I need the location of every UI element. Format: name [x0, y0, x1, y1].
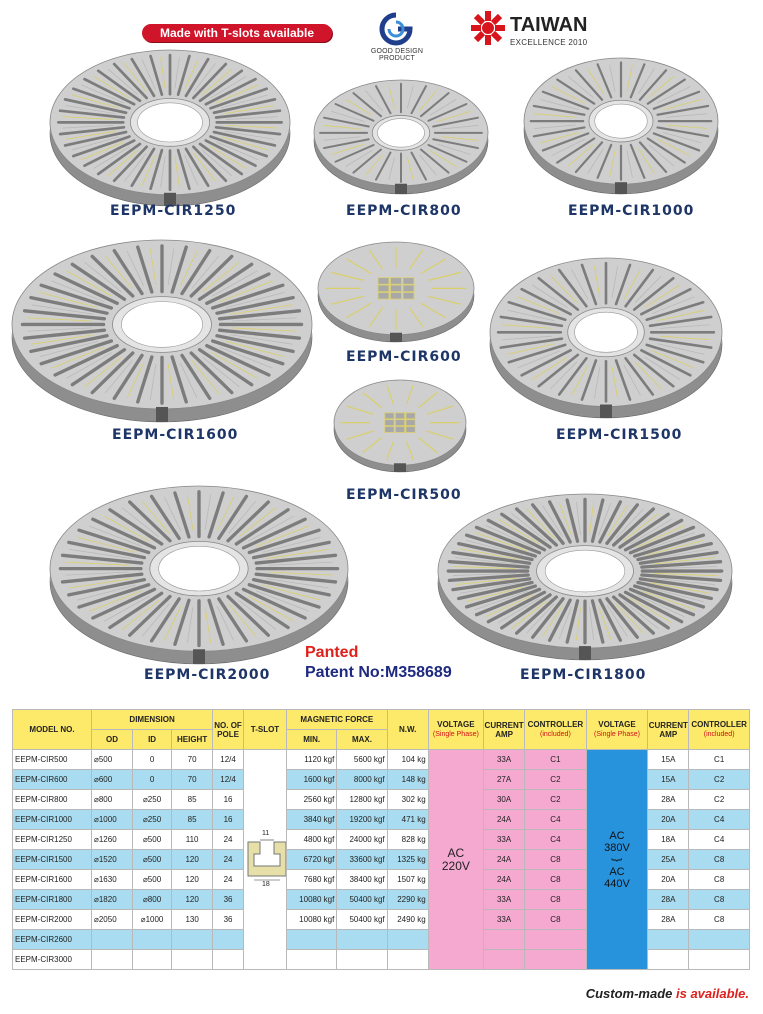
cell-controller-380: C4	[689, 810, 750, 830]
cell-force-min	[287, 950, 337, 970]
taiwan-excellence-logo	[470, 10, 610, 56]
cell-controller-380: C8	[689, 870, 750, 890]
disc-cir1800	[436, 492, 734, 662]
cell-controller-220: C2	[525, 790, 587, 810]
th-current-a: CURRENT AMP	[484, 710, 525, 750]
th-nw: N.W.	[387, 710, 428, 750]
cell-pole: 36	[213, 910, 244, 930]
cell-force-max: 19200 kgf	[337, 810, 387, 830]
cell-height: 85	[172, 810, 213, 830]
cell-od: ⌀600	[92, 770, 133, 790]
cell-nw	[387, 950, 428, 970]
disc-cir600	[316, 240, 476, 344]
voltage-220-cell: AC 220V	[428, 750, 483, 970]
cell-force-max	[337, 930, 387, 950]
cell-amp-380: 25A	[648, 850, 689, 870]
cell-model: EEPM-CIR1250	[13, 830, 92, 850]
cell-amp-220	[484, 930, 525, 950]
cell-od	[92, 950, 133, 970]
cell-amp-380: 20A	[648, 810, 689, 830]
cell-pole: 36	[213, 890, 244, 910]
th-pole: NO. OF POLE	[213, 710, 244, 750]
tslot-badge: Made with T-slots available	[142, 24, 332, 42]
disc-cir1600	[10, 238, 314, 424]
cell-id: ⌀250	[133, 790, 172, 810]
cell-id: ⌀800	[133, 890, 172, 910]
cell-height	[172, 950, 213, 970]
cell-pole: 24	[213, 870, 244, 890]
cell-amp-380: 15A	[648, 770, 689, 790]
cell-id: ⌀500	[133, 870, 172, 890]
taiwan-subtitle: EXCELLENCE 2010	[510, 38, 588, 47]
cell-controller-220: C4	[525, 830, 587, 850]
model-label-cir1800: EEPM-CIR1800	[520, 667, 647, 683]
cell-height: 85	[172, 790, 213, 810]
th-force: MAGNETIC FORCE	[287, 710, 388, 730]
taiwan-excellence-icon	[470, 10, 506, 46]
cell-od: ⌀1260	[92, 830, 133, 850]
cell-height: 120	[172, 850, 213, 870]
cell-pole: 24	[213, 830, 244, 850]
th-current-b: CURRENT AMP	[648, 710, 689, 750]
cell-nw: 828 kg	[387, 830, 428, 850]
model-label-cir1250: EEPM-CIR1250	[110, 203, 237, 219]
cell-force-min: 3840 kgf	[287, 810, 337, 830]
cell-od: ⌀1630	[92, 870, 133, 890]
cell-amp-220: 33A	[484, 750, 525, 770]
patent-number: Patent No:M358689	[305, 664, 452, 681]
cell-controller-380: C1	[689, 750, 750, 770]
taiwan-title: TAIWAN	[510, 14, 588, 36]
cell-id: 0	[133, 750, 172, 770]
cell-controller-380: C8	[689, 890, 750, 910]
cell-od: ⌀1000	[92, 810, 133, 830]
cell-amp-380: 18A	[648, 830, 689, 850]
cell-model: EEPM-CIR600	[13, 770, 92, 790]
cell-od: ⌀500	[92, 750, 133, 770]
cell-controller-220: C2	[525, 770, 587, 790]
cell-nw	[387, 930, 428, 950]
th-id: ID	[133, 730, 172, 750]
spec-table	[12, 709, 750, 970]
cell-model: EEPM-CIR1500	[13, 850, 92, 870]
cell-nw: 148 kg	[387, 770, 428, 790]
cell-model: EEPM-CIR2000	[13, 910, 92, 930]
cell-nw: 302 kg	[387, 790, 428, 810]
cell-pole: 16	[213, 790, 244, 810]
th-min: MIN.	[287, 730, 337, 750]
disc-cir500	[332, 378, 468, 474]
voltage-380-440-cell: AC 380V } AC 440V	[586, 750, 648, 970]
cell-amp-220: 27A	[484, 770, 525, 790]
model-label-cir600: EEPM-CIR600	[346, 349, 462, 365]
tslot-diagram-cell	[243, 750, 286, 970]
cell-height	[172, 930, 213, 950]
th-dimension: DIMENSION	[92, 710, 213, 730]
cell-nw: 104 kg	[387, 750, 428, 770]
cell-od	[92, 930, 133, 950]
model-label-cir1500: EEPM-CIR1500	[556, 427, 683, 443]
cell-controller-220	[525, 950, 587, 970]
cell-amp-380: 28A	[648, 890, 689, 910]
cell-force-min: 10080 kgf	[287, 890, 337, 910]
cell-amp-380: 15A	[648, 750, 689, 770]
cell-amp-220	[484, 950, 525, 970]
model-label-cir800: EEPM-CIR800	[346, 203, 462, 219]
cell-od: ⌀2050	[92, 910, 133, 930]
model-label-cir1000: EEPM-CIR1000	[568, 203, 695, 219]
disc-cir1000	[522, 56, 720, 196]
disc-cir1500	[488, 256, 724, 420]
th-controller-a: CONTROLLER (included)	[525, 710, 587, 750]
cell-force-max: 50400 kgf	[337, 910, 387, 930]
cell-controller-380: C8	[689, 910, 750, 930]
cell-amp-220: 30A	[484, 790, 525, 810]
cell-nw: 1507 kg	[387, 870, 428, 890]
model-label-cir500: EEPM-CIR500	[346, 487, 462, 503]
cell-pole	[213, 930, 244, 950]
good-design-icon	[378, 12, 414, 46]
cell-controller-380	[689, 930, 750, 950]
cell-force-min: 7680 kgf	[287, 870, 337, 890]
cell-controller-220: C8	[525, 890, 587, 910]
cell-nw: 471 kg	[387, 810, 428, 830]
cell-amp-220: 24A	[484, 870, 525, 890]
cell-id	[133, 950, 172, 970]
cell-amp-220: 33A	[484, 910, 525, 930]
cell-nw: 2290 kg	[387, 890, 428, 910]
cell-height: 120	[172, 890, 213, 910]
cell-height: 70	[172, 750, 213, 770]
cell-controller-220: C4	[525, 810, 587, 830]
cell-model: EEPM-CIR500	[13, 750, 92, 770]
cell-amp-380: 20A	[648, 870, 689, 890]
cell-model: EEPM-CIR2600	[13, 930, 92, 950]
cell-od: ⌀1820	[92, 890, 133, 910]
cell-nw: 1325 kg	[387, 850, 428, 870]
cell-controller-220	[525, 930, 587, 950]
cell-amp-380	[648, 950, 689, 970]
cell-pole: 12/4	[213, 770, 244, 790]
custom-made-note: Custom-made is available.	[585, 986, 749, 1001]
cell-controller-380	[689, 950, 750, 970]
cell-height: 70	[172, 770, 213, 790]
th-voltage-a: VOLTAGE (Single Phase)	[428, 710, 483, 750]
cell-nw: 2490 kg	[387, 910, 428, 930]
cell-force-max: 50400 kgf	[337, 890, 387, 910]
th-max: MAX.	[337, 730, 387, 750]
tslot-dim-bottom: 18	[261, 880, 270, 888]
cell-force-min	[287, 930, 337, 950]
cell-controller-380: C2	[689, 790, 750, 810]
cell-controller-380: C4	[689, 830, 750, 850]
cell-amp-220: 24A	[484, 810, 525, 830]
cell-model: EEPM-CIR800	[13, 790, 92, 810]
cell-id	[133, 930, 172, 950]
cell-od: ⌀800	[92, 790, 133, 810]
cell-od: ⌀1520	[92, 850, 133, 870]
disc-cir800	[312, 78, 490, 196]
cell-amp-380	[648, 930, 689, 950]
cell-model: EEPM-CIR1000	[13, 810, 92, 830]
cell-force-max: 33600 kgf	[337, 850, 387, 870]
cell-id: ⌀1000	[133, 910, 172, 930]
cell-force-max	[337, 950, 387, 970]
cell-force-min: 10080 kgf	[287, 910, 337, 930]
cell-force-max: 38400 kgf	[337, 870, 387, 890]
model-label-cir1600: EEPM-CIR1600	[112, 427, 239, 443]
tslot-dim-top: 11	[261, 829, 270, 837]
cell-controller-220: C8	[525, 850, 587, 870]
disc-cir1250	[48, 48, 292, 208]
cell-id: 0	[133, 770, 172, 790]
panted-label: Panted	[305, 644, 359, 661]
cell-controller-380: C2	[689, 770, 750, 790]
cell-amp-220: 33A	[484, 890, 525, 910]
cell-model: EEPM-CIR1600	[13, 870, 92, 890]
cell-height: 110	[172, 830, 213, 850]
model-label-cir2000: EEPM-CIR2000	[144, 667, 271, 683]
cell-controller-220: C8	[525, 870, 587, 890]
cell-amp-220: 24A	[484, 850, 525, 870]
th-od: OD	[92, 730, 133, 750]
cell-id: ⌀500	[133, 850, 172, 870]
cell-force-min: 2560 kgf	[287, 790, 337, 810]
cell-model: EEPM-CIR3000	[13, 950, 92, 970]
cell-force-max: 12800 kgf	[337, 790, 387, 810]
th-voltage-b: VOLTAGE (Single Phase)	[586, 710, 648, 750]
cell-controller-220: C1	[525, 750, 587, 770]
good-design-logo	[354, 12, 440, 62]
cell-id: ⌀500	[133, 830, 172, 850]
th-controller-b: CONTROLLER (included)	[689, 710, 750, 750]
header-row-1	[13, 710, 750, 730]
cell-force-min: 1600 kgf	[287, 770, 337, 790]
cell-force-min: 6720 kgf	[287, 850, 337, 870]
disc-cir2000	[48, 484, 350, 666]
cell-pole: 24	[213, 850, 244, 870]
cell-force-min: 1120 kgf	[287, 750, 337, 770]
cell-controller-220: C8	[525, 910, 587, 930]
cell-force-max: 5600 kgf	[337, 750, 387, 770]
cell-height: 120	[172, 870, 213, 890]
cell-amp-220: 33A	[484, 830, 525, 850]
cell-id: ⌀250	[133, 810, 172, 830]
cell-force-max: 24000 kgf	[337, 830, 387, 850]
cell-amp-380: 28A	[648, 910, 689, 930]
table-row	[13, 750, 750, 770]
th-model: MODEL NO.	[13, 710, 92, 750]
cell-model: EEPM-CIR1800	[13, 890, 92, 910]
cell-force-max: 8000 kgf	[337, 770, 387, 790]
cell-pole: 12/4	[213, 750, 244, 770]
th-height: HEIGHT	[172, 730, 213, 750]
cell-amp-380: 28A	[648, 790, 689, 810]
cell-pole: 16	[213, 810, 244, 830]
cell-controller-380: C8	[689, 850, 750, 870]
cell-force-min: 4800 kgf	[287, 830, 337, 850]
th-tslot: T-SLOT	[243, 710, 286, 750]
cell-pole	[213, 950, 244, 970]
good-design-text: GOOD DESIGN PRODUCT	[370, 48, 424, 62]
cell-height: 130	[172, 910, 213, 930]
